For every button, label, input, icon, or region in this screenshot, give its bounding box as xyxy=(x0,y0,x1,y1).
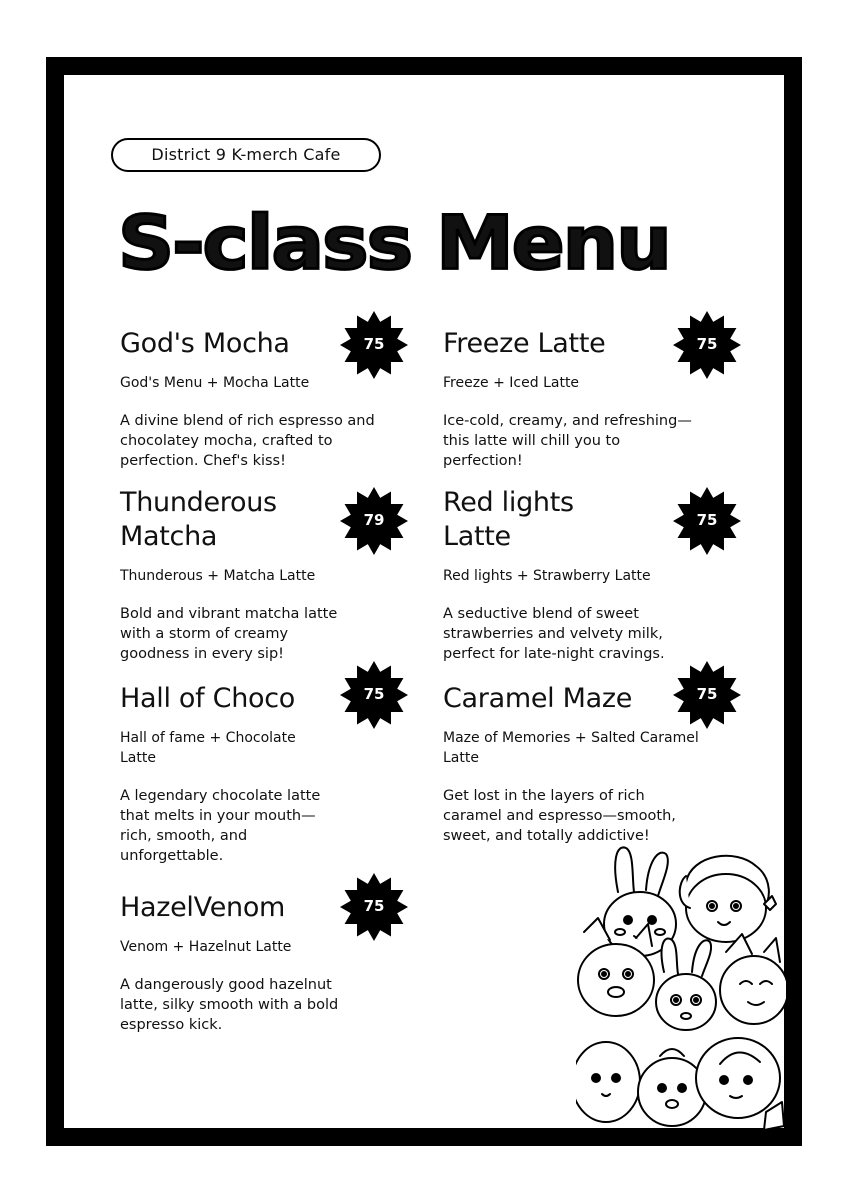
item-subtitle: Thunderous + Matcha Latte xyxy=(120,568,316,584)
price-value: 75 xyxy=(363,685,385,703)
price-badge xyxy=(673,661,741,729)
menu-item-caramel-maze xyxy=(443,682,703,846)
price-value: 75 xyxy=(696,685,718,703)
item-description: A dangerously good hazelnut latte, silky smooth with a bold espresso kick. xyxy=(120,977,339,1033)
price-badge xyxy=(340,311,408,379)
item-description: Ice-cold, creamy, and refreshing—this latte will chill you to perfection! xyxy=(443,413,692,469)
menu-item-thunderous-matcha xyxy=(120,486,338,664)
item-subtitle: God's Menu + Mocha Latte xyxy=(120,375,310,391)
item-subtitle: Maze of Memories + Salted Caramel Latte xyxy=(443,730,699,766)
item-description: A divine blend of rich espresso and chocolatey mocha, crafted to perfection. Chef's kiss! xyxy=(120,413,375,469)
menu-title: S-class Menu xyxy=(118,201,670,287)
menu-item-freeze-latte xyxy=(443,327,703,471)
price-value: 75 xyxy=(696,511,718,529)
item-subtitle: Venom + Hazelnut Latte xyxy=(120,939,292,955)
price-badge xyxy=(673,311,741,379)
price-badge xyxy=(340,487,408,555)
price-badge xyxy=(340,873,408,941)
item-name: God's Mocha xyxy=(120,328,290,359)
cafe-name-badge: District 9 K-merch Cafe xyxy=(111,138,381,172)
price-value: 75 xyxy=(696,335,718,353)
item-name: Red lights Latte xyxy=(443,487,574,552)
item-name: Caramel Maze xyxy=(443,683,633,714)
price-value: 75 xyxy=(363,897,385,915)
item-name: Hall of Choco xyxy=(120,683,295,714)
item-description: A seductive blend of sweet strawberries and velvety milk, perfect for late-night cravings. xyxy=(443,606,665,662)
price-badge xyxy=(673,487,741,555)
item-name: Freeze Latte xyxy=(443,328,606,359)
mascot-illustration xyxy=(576,842,786,1132)
item-description: Bold and vibrant matcha latte with a storm of creamy goodness in every sip! xyxy=(120,606,338,662)
item-description: Get lost in the layers of rich caramel and espresso—smooth, sweet, and totally addictive! xyxy=(443,788,676,844)
item-name: HazelVenom xyxy=(120,892,286,923)
item-subtitle: Freeze + Iced Latte xyxy=(443,375,580,391)
price-value: 79 xyxy=(363,511,385,529)
menu-item-red-lights-latte xyxy=(443,486,665,664)
item-subtitle: Hall of fame + Chocolate Latte xyxy=(120,730,296,766)
item-name: Thunderous Matcha xyxy=(120,487,277,552)
menu-item-hazelvenom xyxy=(120,891,360,1035)
price-value: 75 xyxy=(363,335,385,353)
price-badge xyxy=(340,661,408,729)
item-subtitle: Red lights + Strawberry Latte xyxy=(443,568,651,584)
item-description: A legendary chocolate latte that melts in your mouth—rich, smooth, and unforgettable. xyxy=(120,788,321,864)
